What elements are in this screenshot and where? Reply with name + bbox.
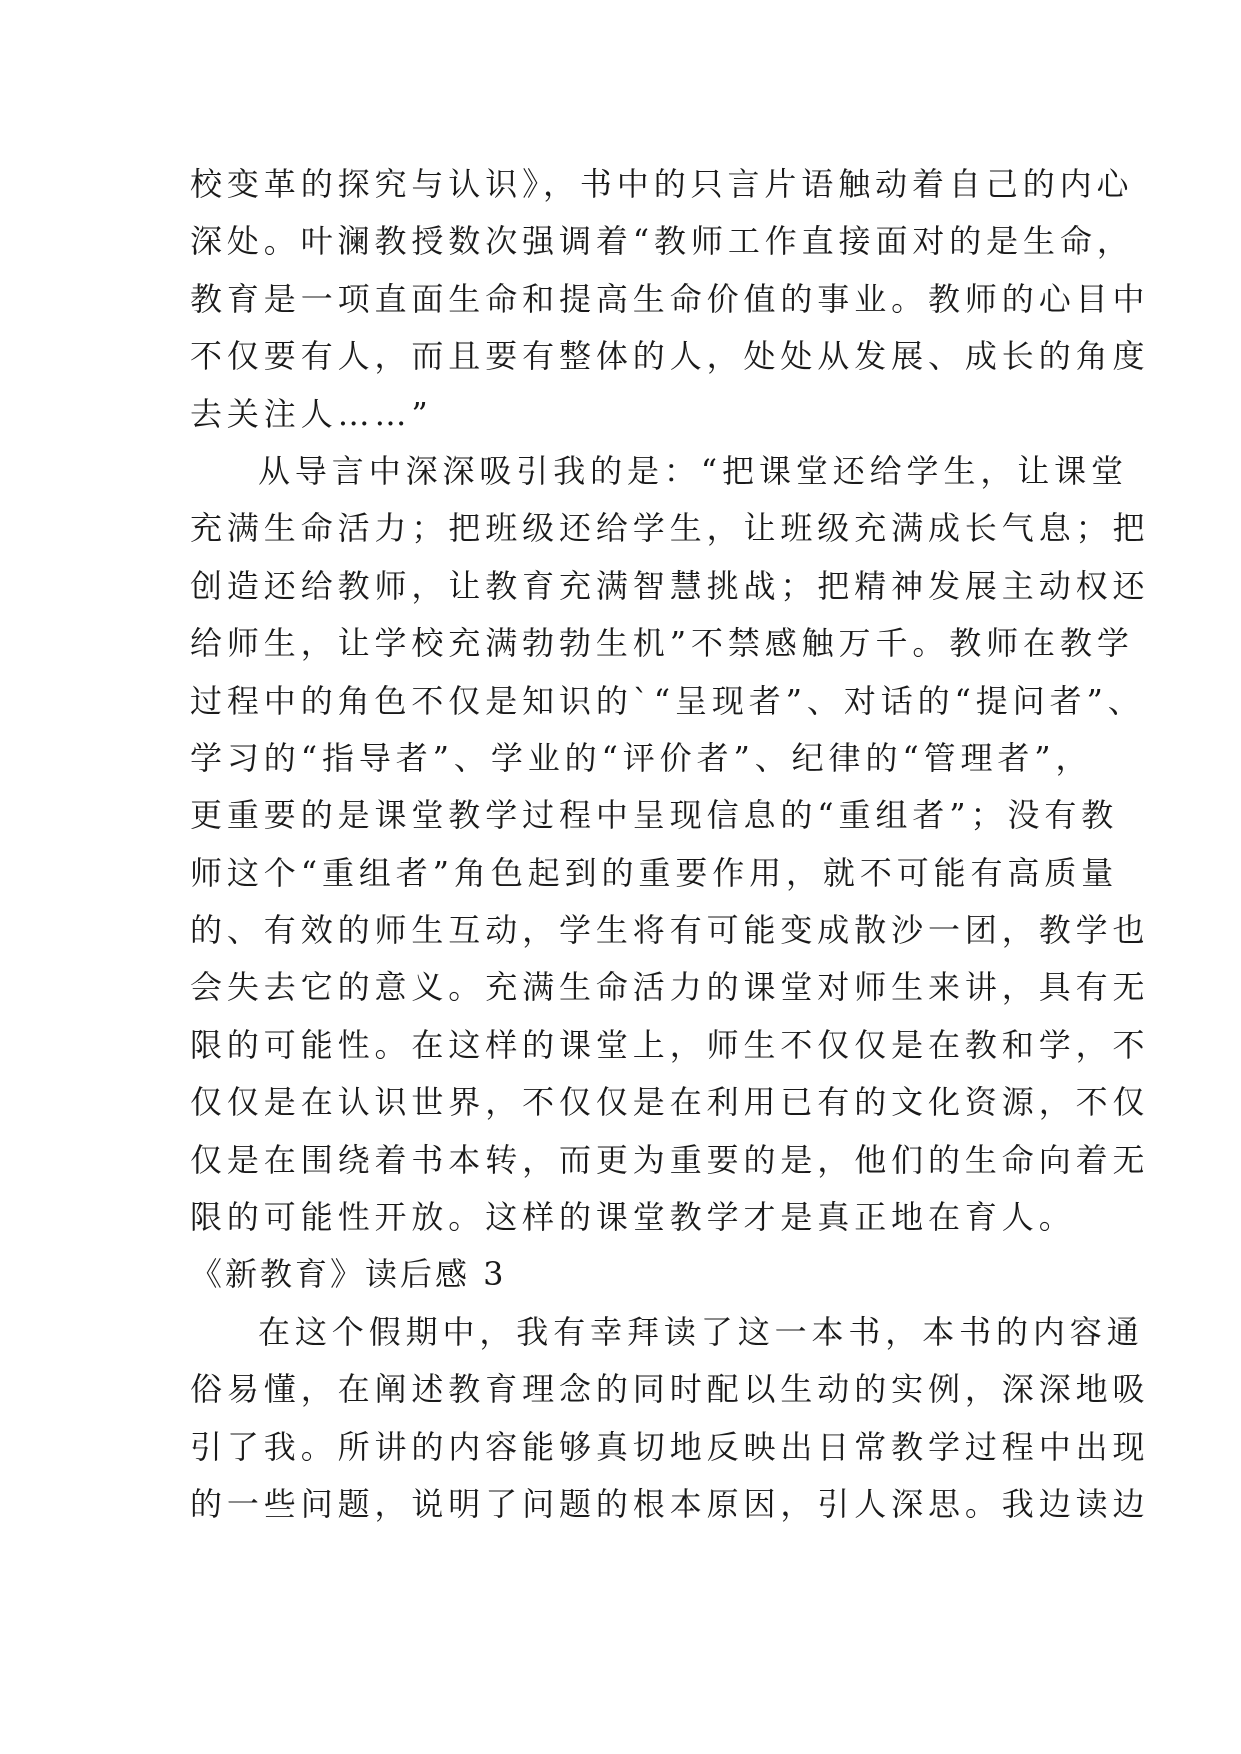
text-line: 限的可能性。在这样的课堂上，师生不仅仅是在教和学，不 [190, 1025, 1150, 1064]
text-line: 教育是一项直面生命和提高生命价值的事业。教师的心目中 [190, 279, 1150, 318]
text-line: 深处。叶澜教授数次强调着“教师工作直接面对的是生命， [190, 222, 1134, 261]
text-line: 师这个“重组者”角色起到的重要作用，就不可能有高质量 [190, 853, 1119, 892]
text-line: 过程中的角色不仅是知识的`“呈现者”、对话的“提问者”、 [190, 681, 1145, 720]
text-line: 的一些问题，说明了问题的根本原因，引人深思。我边读边 [190, 1484, 1150, 1523]
text-line: 仅是在围绕着书本转，而更为重要的是，他们的生命向着无 [190, 1140, 1150, 1179]
text-line: 充满生命活力；把班级还给学生，让班级充满成长气息；把 [190, 509, 1150, 548]
text-line: 学习的“指导者”、学业的“评价者”、纪律的“管理者”， [190, 738, 1093, 777]
text-line: 校变革的探究与认识》，书中的只言片语触动着自己的内心 [190, 165, 1134, 203]
paragraph-first-line: 从导言中深深吸引我的是：“把课堂还给学生，让课堂 [258, 451, 1128, 490]
text-line: 的、有效的师生互动，学生将有可能变成散沙一团，教学也 [190, 911, 1150, 950]
text-line: 引了我。所讲的内容能够真切地反映出日常教学过程中出现 [190, 1427, 1150, 1466]
text-line: 给师生，让学校充满勃勃生机”不禁感触万千。教师在教学 [190, 624, 1134, 663]
text-line: 去关注人……” [190, 394, 433, 433]
text-line: 不仅要有人，而且要有整体的人，处处从发展、成长的角度 [190, 337, 1150, 376]
document-body [190, 156, 1150, 1533]
text-line: 创造还给教师，让教育充满智慧挑战；把精神发展主动权还 [190, 566, 1150, 605]
section-heading: 《新教育》读后感 3 [190, 1255, 507, 1294]
text-line: 俗易懂，在阐述教育理念的同时配以生动的实例，深深地吸 [190, 1370, 1150, 1409]
paragraph-first-line: 在这个假期中，我有幸拜读了这一本书，本书的内容通 [258, 1312, 1144, 1351]
text-line: 会失去它的意义。充满生命活力的课堂对师生来讲，具有无 [190, 968, 1150, 1007]
text-line: 仅仅是在认识世界，不仅仅是在利用已有的文化资源，不仅 [190, 1083, 1150, 1122]
text-line: 更重要的是课堂教学过程中呈现信息的“重组者”；没有教 [190, 796, 1119, 835]
text-line: 限的可能性开放。这样的课堂教学才是真正地在育人。 [190, 1198, 1076, 1237]
